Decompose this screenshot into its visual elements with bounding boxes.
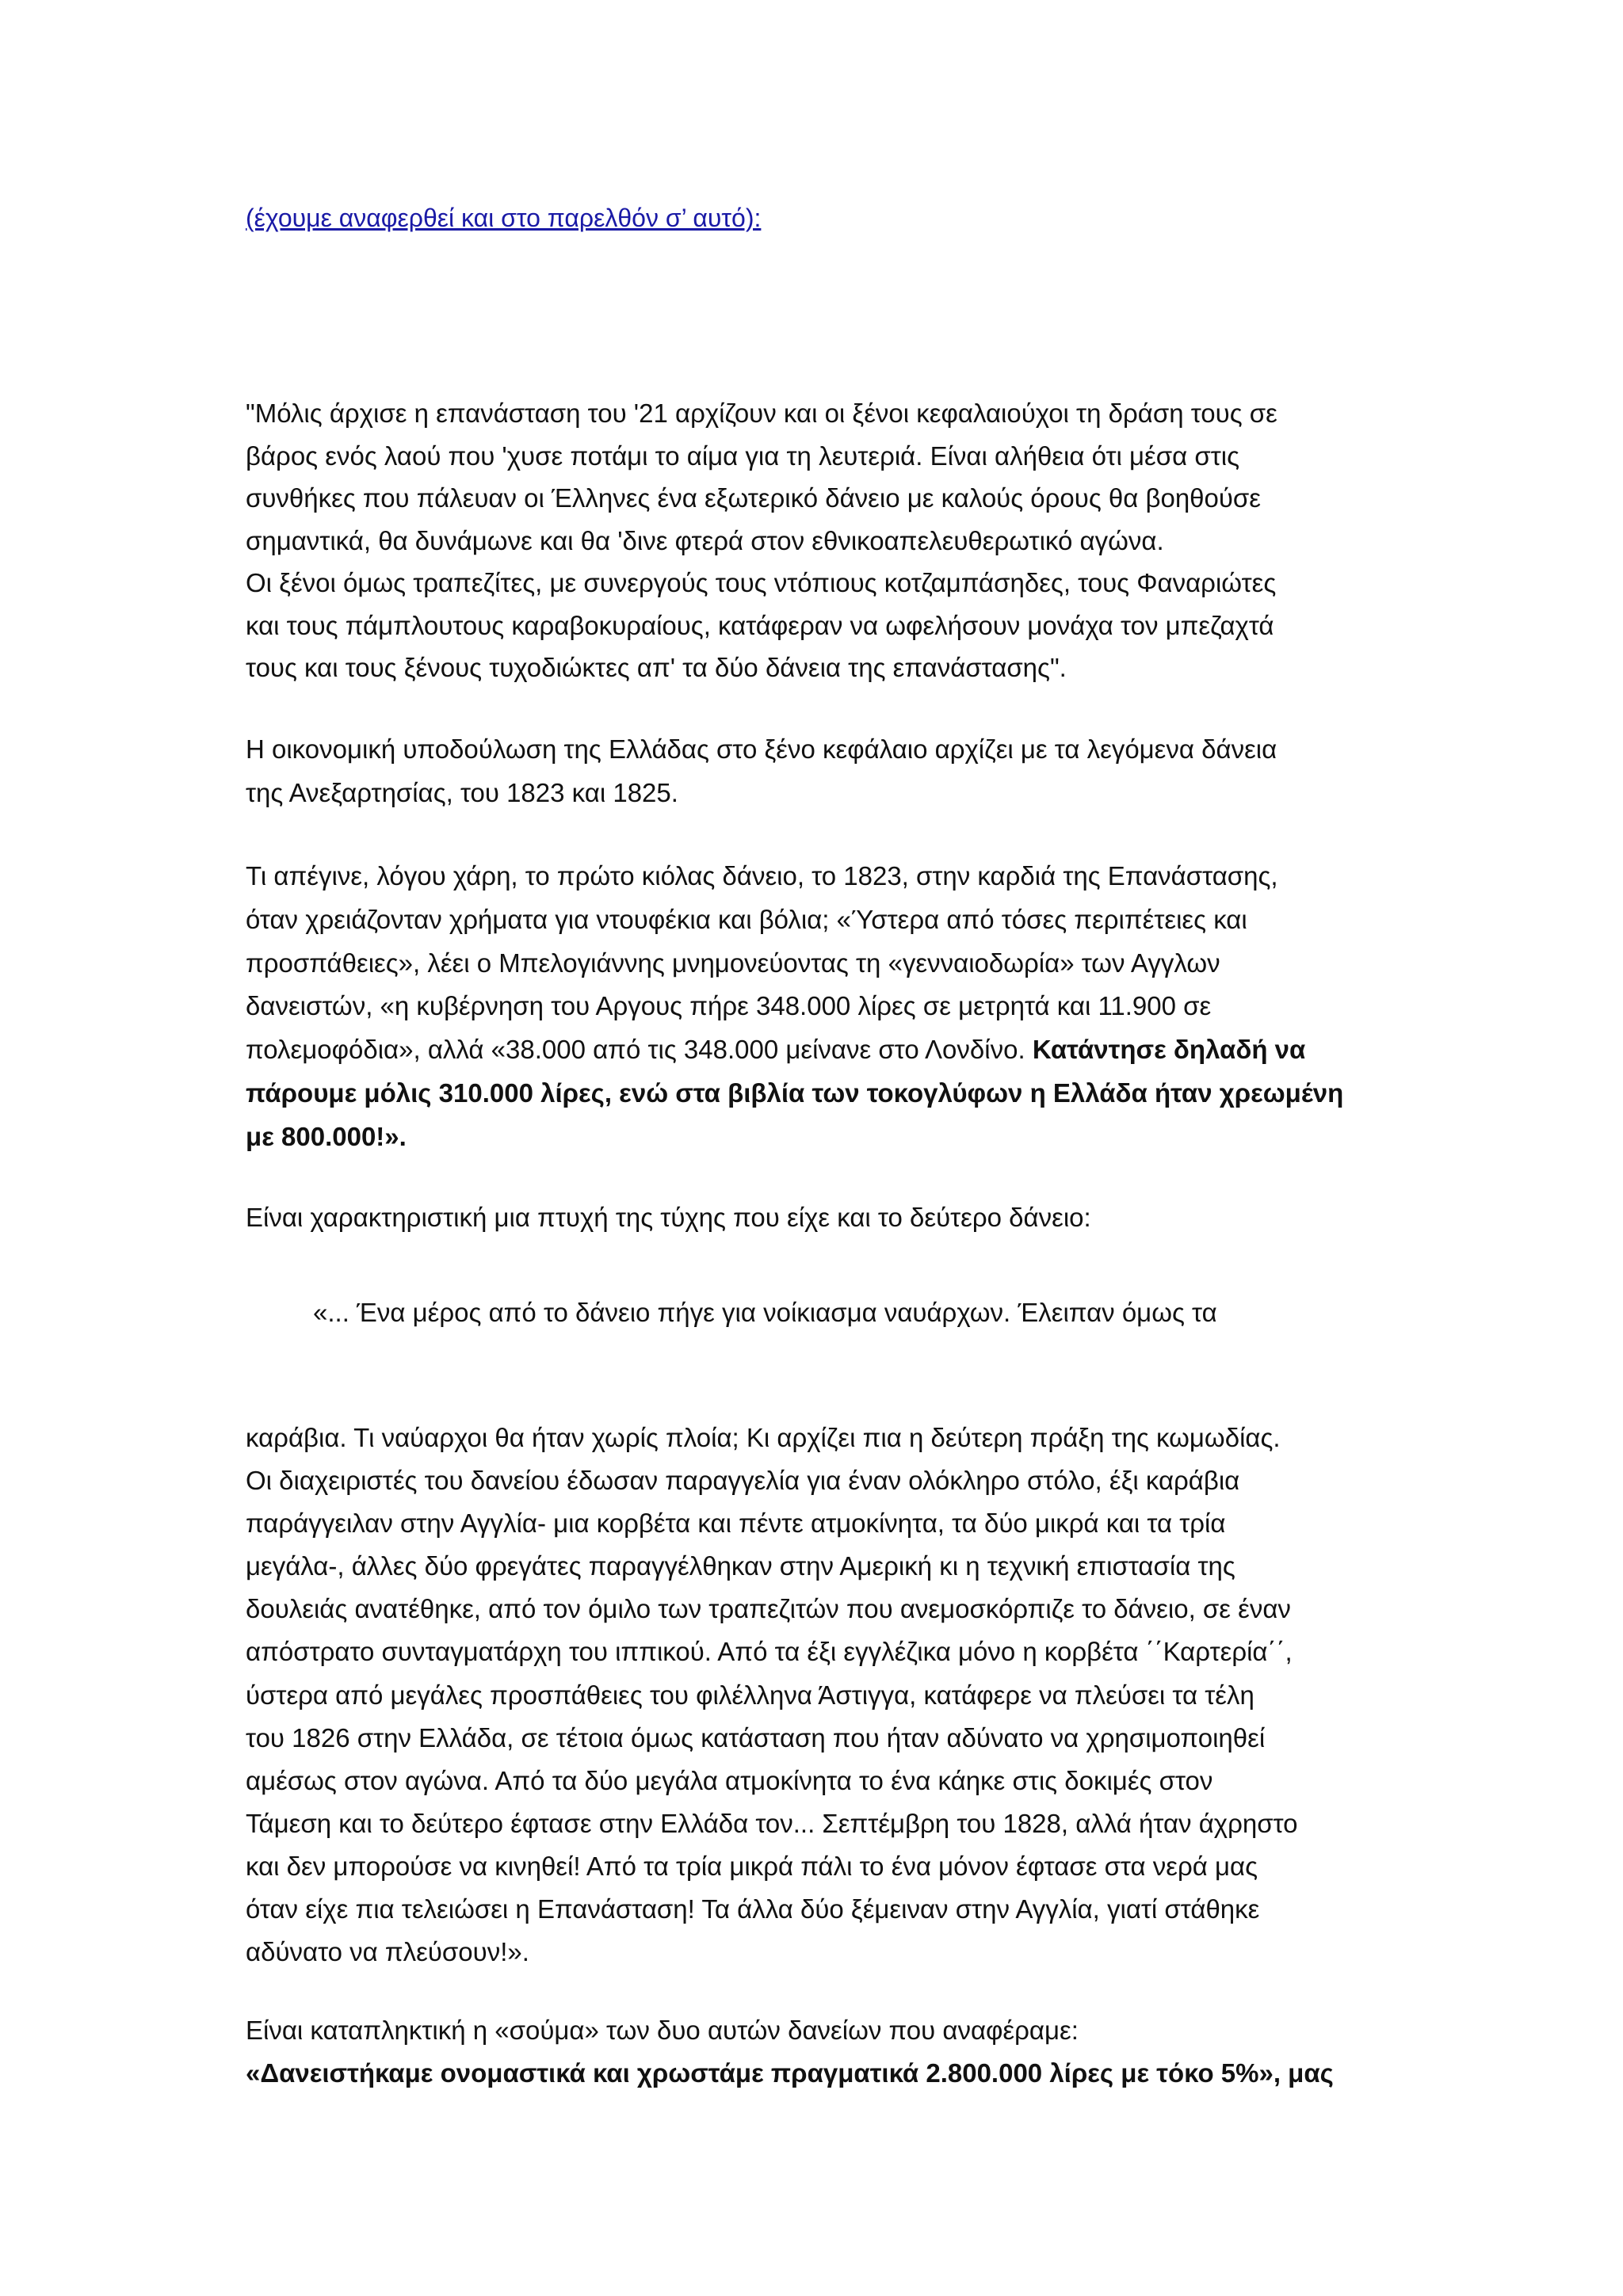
text-line: όταν είχε πια τελειώσει η Επανάσταση! Τα άλλα δύο ξέμειναν στην Αγγλία, γιατί στάθηκε [246, 1894, 1260, 1924]
paragraph-loans-intro [246, 727, 1403, 814]
text-line: Είναι χαρακτηριστική μια πτυχή της τύχης που είχε και το δεύτερο δάνειο: [246, 1203, 1091, 1232]
text-line [246, 1028, 1403, 1072]
text-line: όταν χρειάζονταν χρήματα για ντουφέκια και βόλια; «Ύστερα από τόσες περιπέτειες και [246, 904, 1247, 934]
text-line: "Μόλις άρχισε η επανάσταση του '21 αρχίζουν και οι ξένοι κεφαλαιούχοι τη δράση τους σε [246, 399, 1277, 428]
text-line: καράβια. Τι ναύαρχοι θα ήταν χωρίς πλοία; Κι αρχίζει πια η δεύτερη πράξη της κωμωδίας. [246, 1423, 1281, 1452]
text-line: ύστερα από μεγάλες προσπάθειες του φιλέλληνα Άστιγγα, κατάφερε να πλεύσει τα τέλη [246, 1680, 1254, 1710]
text-line: «... Ένα μέρος από το δάνειο πήγε για νοίκιασμα ναυάρχων. Έλειπαν όμως τα [313, 1298, 1217, 1327]
paragraph-first-loan [246, 855, 1403, 1159]
text-line: προσπάθειες», λέει ο Μπελογιάννης μνημονεύοντας τη «γενναιοδωρία» των Αγγλων [246, 948, 1220, 978]
text-line: Είναι καταπληκτική η «σούμα» των δυο αυτών δανείων που αναφέραμε: [246, 2016, 1079, 2045]
quote-paragraph [246, 392, 1403, 689]
text-line: Οι ξένοι όμως τραπεζίτες, με συνεργούς τους ντόπιους κοτζαμπάσηδες, τους Φαναριώτες [246, 568, 1277, 597]
text-run: πολεμοφόδια», αλλά «38.000 από τις 348.000 μείνανε στο Λονδίνο. [246, 1035, 1033, 1065]
text-line: συνθήκες που πάλευαν οι Έλληνες ένα εξωτερικό δάνειο με καλούς όρους θα βοηθούσε [246, 483, 1262, 513]
text-line: σημαντικά, θα δυνάμωνε και θα 'δινε φτερά στον εθνικοαπελευθερωτικό αγώνα. [246, 525, 1164, 555]
text-line: του 1826 στην Ελλάδα, σε τέτοια όμως κατάσταση που ήταν αδύνατο να χρησιμοποιηθεί [246, 1722, 1266, 1753]
paragraph-fleet [246, 1417, 1403, 1974]
text-line: Τάμεση και το δεύτερο έφτασε στην Ελλάδα τον... Σεπτέμβρη του 1828, αλλά ήταν άχρηστο [246, 1808, 1298, 1838]
bold-text-line: πάρουμε μόλις 310.000 λίρες, ενώ στα βιβλία των τοκογλύφων η Ελλάδα ήταν χρεωμένη [246, 1077, 1344, 1108]
text-line: τους και τους ξένους τυχοδιώκτες απ' τα δύο δάνεια της επανάστασης". [246, 653, 1067, 682]
text-line: δανειστών, «η κυβέρνηση του Αργους πήρε 348.000 λίρες σε μετρητά και 11.900 σε [246, 991, 1212, 1021]
text-line: αδύνατο να πλεύσουν!». [246, 1937, 529, 1967]
indented-quote [313, 1291, 1470, 1334]
text-line: Οι διαχειριστές του δανείου έδωσαν παραγγελία για έναν ολόκληρο στόλο, έξι καράβια [246, 1466, 1240, 1496]
reference-link[interactable]: (έχουμε αναφερθεί και στο παρελθόν σ’ αυτό): [246, 204, 762, 232]
paragraph-summary [246, 2009, 1403, 2095]
text-line: απόστρατο συνταγματάρχη του ιππικού. Από τα έξι εγγλέζικα μόνο η κορβέτα ΄΄Καρτερία΄΄, [246, 1637, 1293, 1667]
text-line: βάρος ενός λαού που 'χυσε ποτάμι το αίμα για τη λευτεριά. Είναι αλήθεια ότι μέσα στις [246, 441, 1239, 471]
text-line: και τους πάμπλουτους καραβοκυραίους, κατάφεραν να ωφελήσουν μονάχα τον μπεζαχτά [246, 610, 1274, 640]
text-line: δουλειάς ανατέθηκε, από τον όμιλο των τραπεζιτών που ανεμοσκόρπιζε το δάνειο, σε έναν [246, 1594, 1291, 1624]
text-line: Η οικονομική υποδούλωση της Ελλάδας στο ξένο κεφάλαιο αρχίζει με τα λεγόμενα δάνεια [246, 734, 1277, 764]
text-line: αμέσως στον αγώνα. Από τα δύο μεγάλα ατμοκίνητα το ένα κάηκε στις δοκιμές στον [246, 1765, 1213, 1795]
text-line: παράγγειλαν στην Αγγλία- μια κορβέτα και πέντε ατμοκίνητα, τα δύο μικρά και τα τρία [246, 1508, 1226, 1539]
text-line: της Ανεξαρτησίας, του 1823 και 1825. [246, 778, 678, 807]
bold-text-line: με 800.000!». [246, 1121, 407, 1151]
text-line: και δεν μπορούσε να κινηθεί! Από τα τρία μικρά πάλι το ένα μόνον έφτασε στα νερά μας [246, 1851, 1258, 1881]
bold-text-line: «Δανειστήκαμε ονομαστικά και χρωστάμε πραγματικά 2.800.000 λίρες με τόκο 5%», μας [246, 2058, 1334, 2088]
text-line: μεγάλα-, άλλες δύο φρεγάτες παραγγέλθηκαν στην Αμερική κι η τεχνική επιστασία της [246, 1551, 1235, 1581]
bold-text-run: Κατάντησε δηλαδή να [1032, 1035, 1306, 1065]
paragraph-second-loan-intro [246, 1196, 1403, 1239]
text-line: Τι απέγινε, λόγου χάρη, το πρώτο κιόλας δάνειο, το 1823, στην καρδιά της Επανάστασης, [246, 861, 1278, 891]
